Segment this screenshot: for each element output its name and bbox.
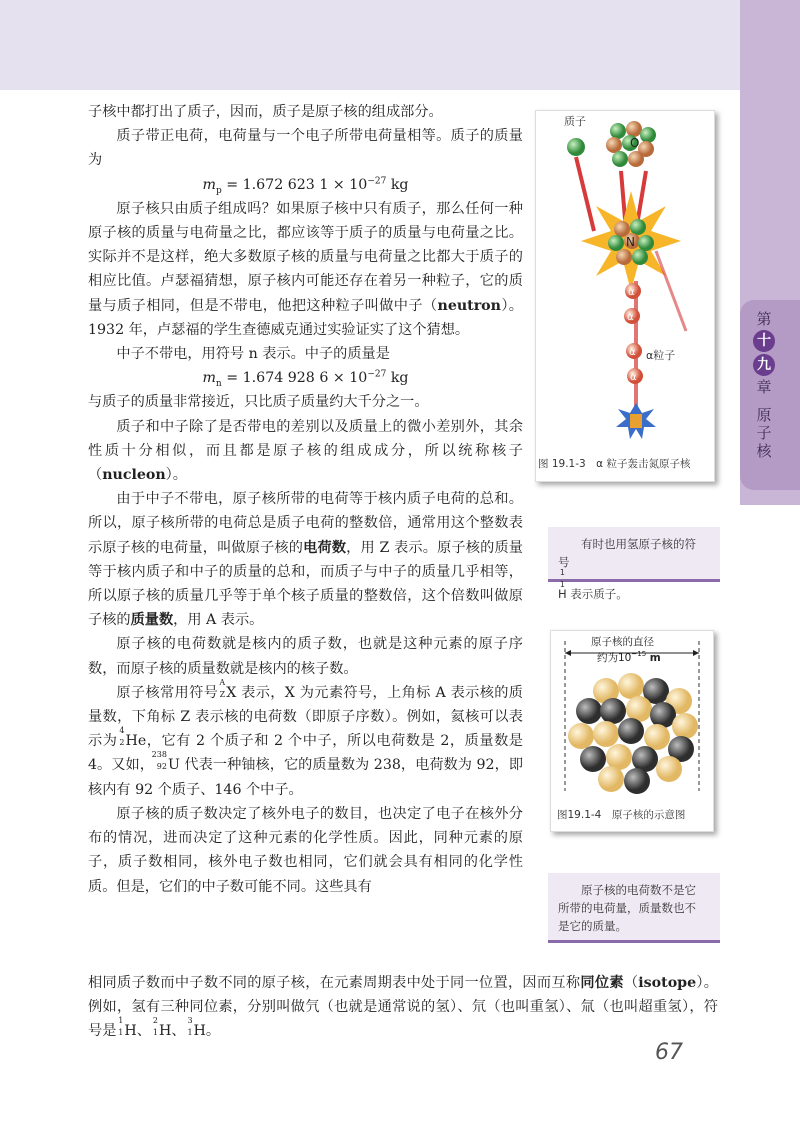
- chapter-title-char-1: 原: [756, 406, 772, 424]
- paragraph-6: 质子和中子除了是否带电的差别以及质量上的微小差别外，其余性质十分相似，而且都是原子核的组成成分，所以统称核子（nucleon）。: [88, 418, 523, 484]
- diameter-label-line-2: 约为$10^{-15}$ m: [597, 650, 661, 664]
- chapter-prefix: 第: [756, 310, 772, 328]
- nitrogen-symbol: N: [626, 235, 635, 249]
- alpha-label: α粒子: [646, 349, 676, 362]
- main-text-column: [88, 100, 523, 899]
- paragraph-10: 原子核的质子数决定了核外电子的数目，也决定了电子在核外分布的情况，进而决定了这种元素的化学性质。因此，同种元素的原子，质子数相同，核外电子数也相同，它们就会具有相同的化学性质。但是，它们的中子数可能不同。这些具有: [88, 805, 523, 895]
- paragraph-5: 与质子的质量非常接近，只比质子质量约大千分之一。: [88, 394, 429, 411]
- side-trail: [656, 251, 686, 331]
- paragraph-2: 质子带正电荷，电荷量与一个电子所带电荷量相等。质子的质量为: [88, 128, 523, 169]
- figure-2-caption: 图19.1-4 原子核的示意图: [557, 809, 686, 821]
- source-core: [630, 414, 642, 428]
- oxygen-symbol: O: [630, 136, 640, 150]
- paragraph-9: 原子核常用符号 A Z X 表示，X 为元素符号，上角标 A 表示核的质量数，下角标 Z 表示核的电荷数（即原子序数）。例如，氦核可以表示为 4 2 He，它有 2 个质子和 2 个中子，所以电荷数是 2，质量数是 4。又如， 238 92 U 代表一种铀核，它的质量数为 238，电荷数为 92，即核内有 92 个质子、146 个中子。: [88, 677, 524, 798]
- proton-trail: [576, 157, 594, 231]
- chapter-title-char-2: 子: [756, 424, 772, 442]
- nucleus-illustration: [551, 631, 713, 801]
- alpha-particle-2: [624, 308, 640, 324]
- svg-text:α: α: [627, 312, 634, 323]
- top-decorative-band: [0, 0, 740, 90]
- alpha-particle-4: [627, 368, 643, 384]
- svg-text:α: α: [630, 372, 637, 383]
- side-note-charge-number: [548, 873, 720, 943]
- svg-text:α: α: [629, 347, 636, 358]
- proton-mass-formula: $m_p = 1.672$ 623 $1 \times 10^{-27}$ kg: [202, 175, 409, 196]
- figure-nucleus-schematic: [550, 630, 714, 832]
- arrow-head-left: [565, 650, 571, 656]
- figure-alpha-bombardment: [535, 110, 715, 482]
- svg-text:α: α: [628, 287, 635, 298]
- arrow-head-right: [693, 650, 699, 656]
- chapter-tab[interactable]: [740, 300, 800, 490]
- proton-label: 质子: [564, 115, 586, 128]
- note-1-line-1: 有时也用氢原子核的符: [581, 537, 696, 551]
- alpha-particle-3: [626, 343, 642, 359]
- side-note-proton-symbol: [548, 527, 720, 601]
- chapter-suffix: 章: [756, 378, 772, 396]
- paragraph-7: 由于中子不带电，原子核所带的电荷等于核内质子电荷的总和。所以，原子核所带的电荷总是质子电荷的整数倍，通常用这个整数表示原子核的电荷量，叫做原子核的电荷数，用 Z 表示。原子核的质量等于核内质子和中子的质量的总和，而质子与中子的质量几乎相等，所以原子核的质量几乎等于单个核子质量的整数倍，这个倍数叫做原子核的质量数，用 A 表示。: [88, 491, 523, 629]
- nucleon-cluster: [568, 673, 698, 794]
- proton-ball: [567, 138, 585, 156]
- alpha-bombardment-illustration: [536, 111, 714, 451]
- oxygen-nucleus: [606, 121, 656, 167]
- note-2-line-3: 是它的质量。: [558, 919, 627, 933]
- full-width-text: [88, 971, 718, 1044]
- paragraph-3: 原子核只由质子组成吗？如果原子核中只有质子，那么任何一种原子核的质量与电荷量之比，都应该等于质子的质量与电荷量之比。实际并不是这样，绝大多数原子核的质量与电荷量之比都大于质子的相应比值。卢瑟福猜想，原子核内可能还存在着另一种粒子，它的质量与质子相同，但是不带电，他把这种粒子叫做中子（neutron）。1932 年，卢瑟福的学生查德威克通过实验证实了这个猜想。: [88, 200, 523, 338]
- chapter-number-1: 十: [753, 330, 775, 352]
- paragraph-11: 相同质子数而中子数不同的原子核，在元素周期表中处于同一位置，因而互称同位素（isotope）。例如，氢有三种同位素，分别叫做氕（也就是通常说的氢）、氘（也叫重氢）、氚（也叫超重氢），符号是 1 1 H、 2 1 H、 3 1 H。: [88, 975, 718, 1040]
- page-number: 67: [655, 1040, 683, 1065]
- paragraph-1: 子核中都打出了质子，因而，质子是原子核的组成部分。: [88, 104, 443, 120]
- diameter-label-line-1: 原子核的直径: [591, 636, 654, 648]
- figure-1-caption: 图 19.1-3 α 粒子轰击氮原子核: [538, 458, 691, 470]
- chapter-title-char-3: 核: [756, 442, 772, 460]
- chapter-number-2: 九: [753, 354, 775, 376]
- note-2-line-1: 原子核的电荷数不是它: [581, 883, 696, 897]
- note-1-line-2: 号 1 1 H 表示质子。: [558, 555, 628, 601]
- neutron-mass-formula: $m_n = 1.674$ 928 $6 \times 10^{-27}$ kg: [202, 369, 409, 390]
- note-2-line-2: 所带的电荷量，质量数也不: [558, 901, 696, 915]
- paragraph-4: 中子不带电，用符号 n 表示。中子的质量是: [116, 346, 390, 363]
- alpha-particle-1: [625, 283, 641, 299]
- paragraph-8: 原子核的电荷数就是核内的质子数，也就是这种元素的原子序数，而原子核的质量数就是核内的核子数。: [88, 636, 523, 677]
